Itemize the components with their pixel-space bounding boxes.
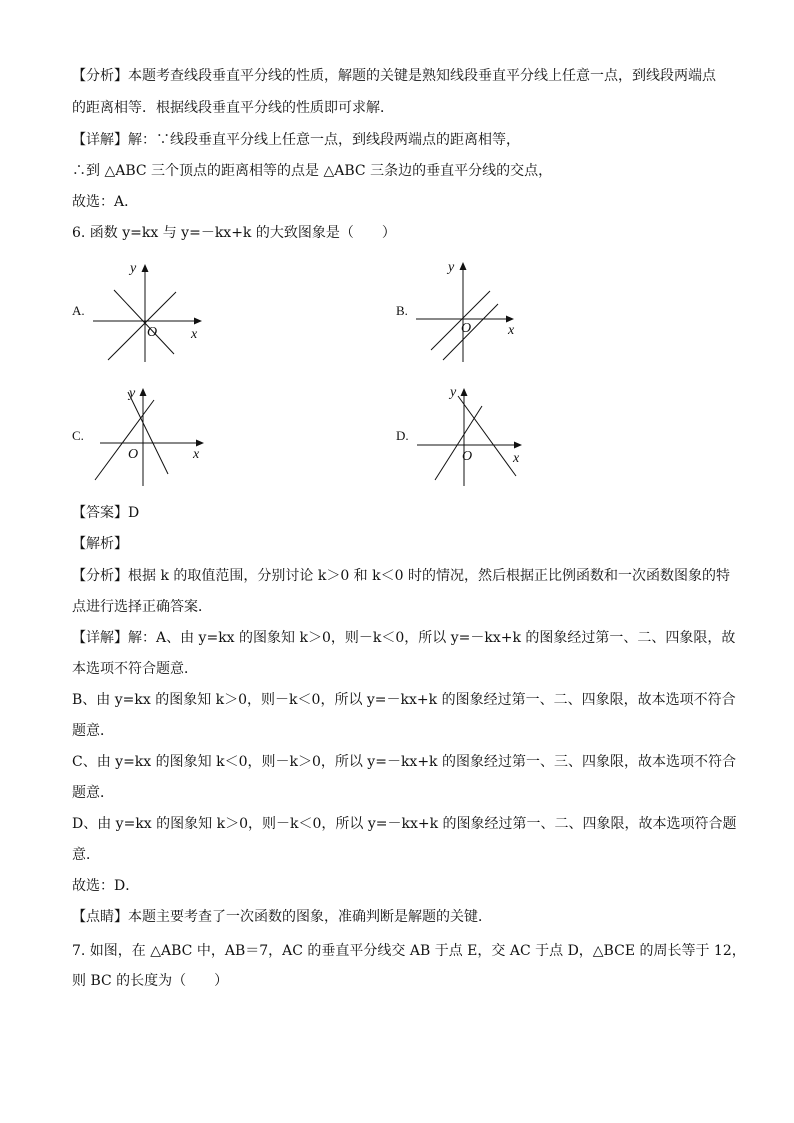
question-7-line-1: 7. 如图，在 △ABC 中，AB＝7，AC 的垂直平分线交 AB 于点 E，交 AC 于点 D，△BCE 的周长等于 12，: [72, 943, 746, 959]
origin-label: O: [461, 321, 472, 336]
option-d-graph: [410, 382, 540, 492]
detail-line-3: B、由 y=kx 的图象知 k＞0，则－k＜0，所以 y=－kx+k 的图象经过第一、二、四象限，故本选项不符合: [72, 692, 736, 708]
option-b-graph: [410, 258, 540, 368]
x-axis-label: x: [191, 327, 198, 342]
analysis-heading: 【解析】: [72, 536, 128, 552]
option-d-label: D.: [396, 428, 409, 443]
text-line-1: 【分析】本题考查线段垂直平分线的性质，解题的关键是熟知线段垂直平分线上任意一点，到线段两端点: [72, 68, 716, 84]
y-axis-arrow: [460, 262, 467, 270]
origin-label: O: [128, 447, 139, 462]
option-a-graph: [90, 258, 220, 368]
y-axis-label: y: [450, 385, 457, 400]
question-6-stem: 6. 函数 y=kx 与 y=－kx+k 的大致图象是（ ）: [72, 225, 396, 241]
y-axis-arrow: [142, 264, 149, 272]
line-y-kx: [108, 292, 176, 360]
x-axis-label: x: [513, 451, 520, 466]
detail-line-4: 题意．: [72, 723, 114, 739]
detail-line-6: 题意．: [72, 785, 114, 801]
origin-label: O: [462, 449, 473, 464]
x-axis-arrow: [506, 316, 514, 323]
x-axis-label: x: [508, 323, 515, 338]
line-y-neg-kx-plus-k: [95, 400, 154, 480]
choice-line: 故选：D．: [72, 878, 140, 894]
detail-line-5: C、由 y=kx 的图象知 k＜0，则－k＞0，所以 y=－kx+k 的图象经过第一、三、四象限，故本选项不符合: [72, 754, 736, 770]
line-y-neg-kx-plus-k: [458, 396, 516, 476]
text-line-5: 故选：A．: [72, 194, 139, 210]
x-axis-label: x: [193, 447, 200, 462]
detail-line-8: 意．: [72, 847, 100, 863]
y-axis-label: y: [130, 261, 137, 276]
y-axis-label: y: [129, 386, 136, 401]
x-axis-arrow: [194, 318, 202, 325]
text-line-2: 的距离相等．根据线段垂直平分线的性质即可求解．: [72, 100, 394, 116]
option-b-label: B.: [396, 303, 408, 318]
y-axis-label: y: [448, 260, 455, 275]
answer-line: 【答案】D: [72, 505, 140, 521]
option-c-label: C.: [72, 428, 84, 443]
x-axis-arrow: [196, 440, 204, 447]
text-line-3: 【详解】解：∵线段垂直平分线上任意一点，到线段两端点的距离相等，: [72, 132, 520, 148]
origin-label: O: [147, 325, 158, 340]
option-a-label: A.: [72, 303, 85, 318]
y-axis-arrow: [461, 388, 468, 396]
x-axis-arrow: [514, 442, 522, 449]
y-axis-arrow: [140, 388, 147, 396]
comment-line: 【点睛】本题主要考查了一次函数的图象，准确判断是解题的关键．: [72, 909, 492, 925]
option-c-graph: [90, 382, 220, 492]
analysis-line-2: 点进行选择正确答案．: [72, 599, 212, 615]
question-7-line-2: 则 BC 的长度为（ ）: [72, 973, 229, 989]
analysis-line-1: 【分析】根据 k 的取值范围，分别讨论 k＞0 和 k＜0 时的情况，然后根据正比例函数和一次函数图象的特: [72, 568, 730, 584]
detail-line-7: D、由 y=kx 的图象知 k＞0，则－k＜0，所以 y=－kx+k 的图象经过第一、二、四象限，故本选项符合题: [72, 816, 737, 832]
text-line-4: ∴到 △ABC 三个顶点的距离相等的点是 △ABC 三条边的垂直平分线的交点，: [72, 163, 553, 179]
line-y-kx: [435, 406, 482, 480]
detail-line-1: 【详解】解：A、由 y=kx 的图象知 k＞0，则－k＜0，所以 y=－kx+k 的图象经过第一、二、四象限，故: [72, 630, 736, 646]
detail-line-2: 本选项不符合题意．: [72, 661, 198, 677]
